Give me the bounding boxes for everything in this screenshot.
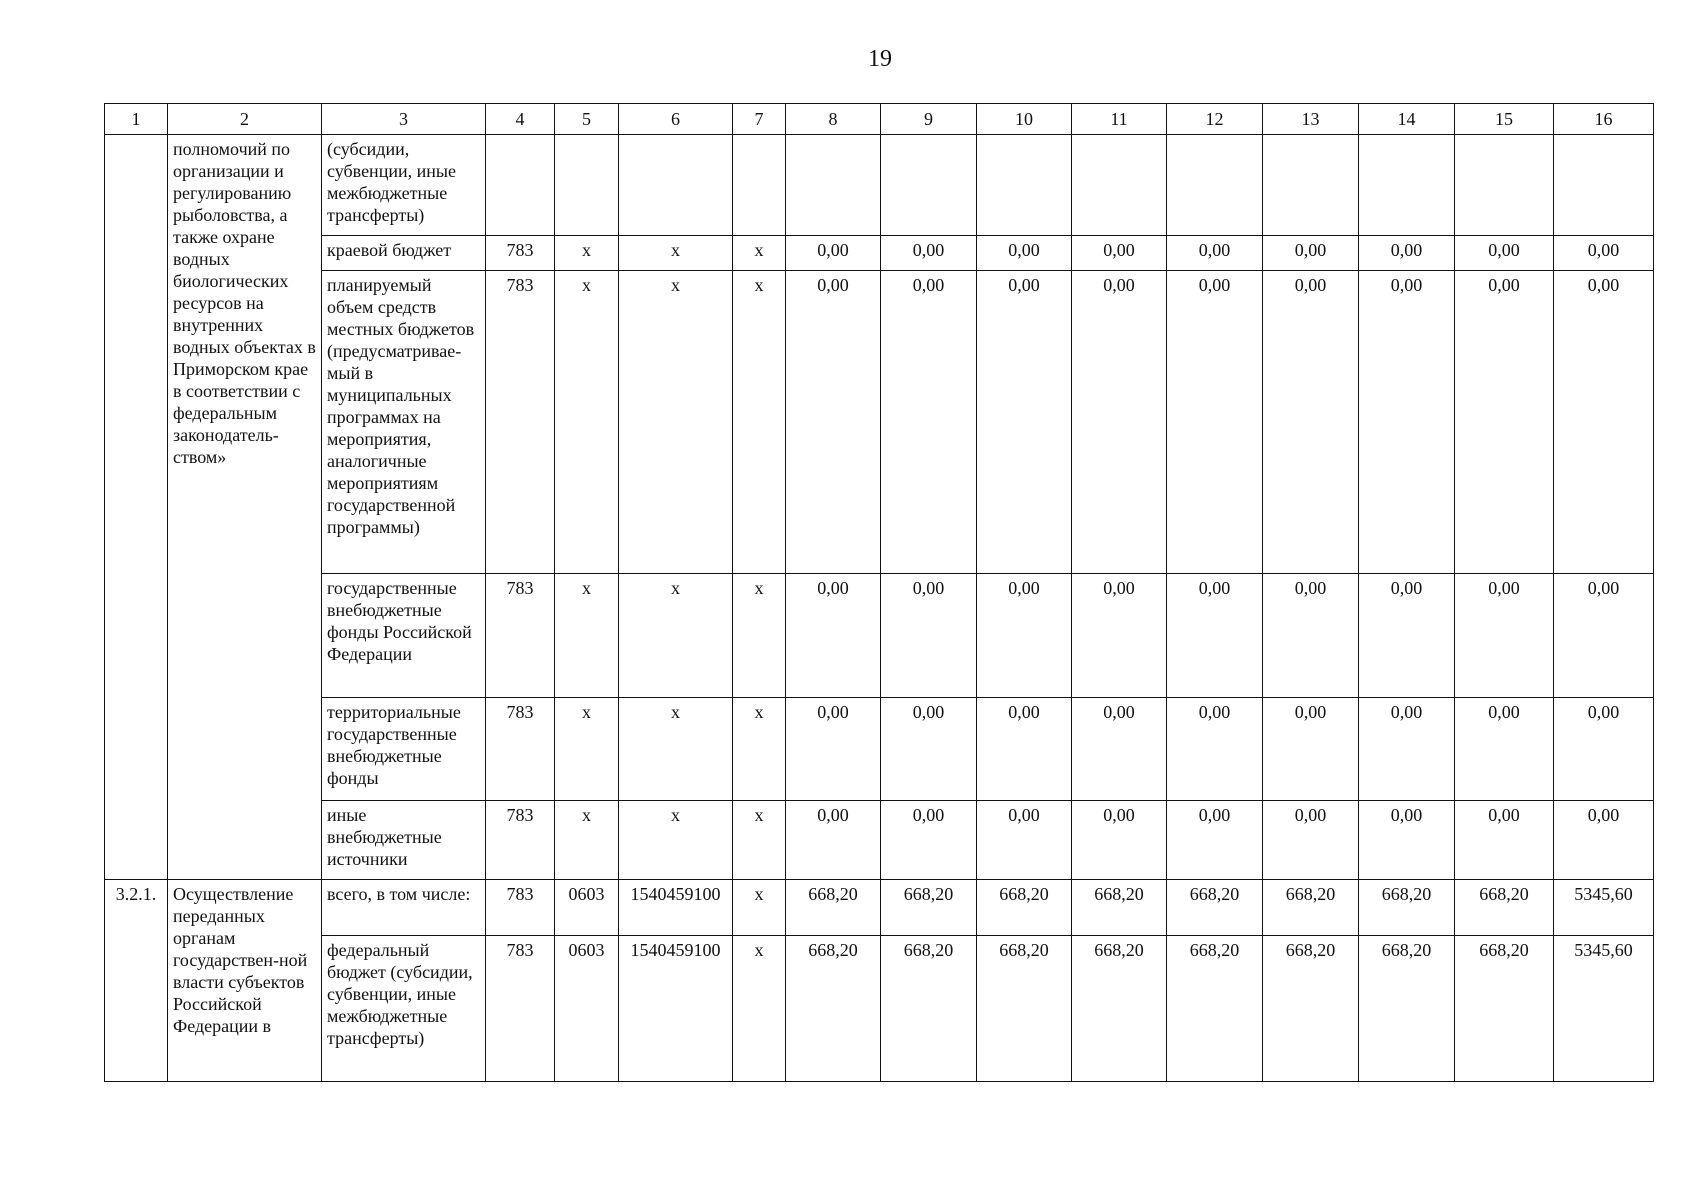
item-number — [105, 135, 168, 880]
amount-cell: 0,00 — [1167, 271, 1263, 574]
column-header: 12 — [1167, 104, 1263, 135]
amount-cell: 668,20 — [1455, 936, 1554, 1082]
page-number: 19 — [868, 46, 892, 72]
amount-cell: 0,00 — [977, 271, 1072, 574]
section-code — [555, 135, 619, 236]
expense-type-code: х — [733, 574, 786, 698]
expense-type-code: х — [733, 698, 786, 801]
amount-cell: 0,00 — [1359, 271, 1455, 574]
amount-cell: 0,00 — [786, 271, 881, 574]
amount-cell: 0,00 — [1554, 801, 1654, 880]
amount-cell: 0,00 — [786, 236, 881, 271]
admin-code: 783 — [486, 574, 555, 698]
amount-cell: 0,00 — [881, 801, 977, 880]
target-article-code: х — [619, 271, 733, 574]
amount-cell — [881, 135, 977, 236]
expense-type-code: х — [733, 236, 786, 271]
amount-cell: 0,00 — [977, 801, 1072, 880]
amount-cell: 0,00 — [1072, 271, 1167, 574]
target-article-code: х — [619, 801, 733, 880]
column-header: 16 — [1554, 104, 1654, 135]
admin-code: 783 — [486, 271, 555, 574]
amount-cell: 0,00 — [881, 236, 977, 271]
section-code: 0603 — [555, 880, 619, 936]
amount-cell: 0,00 — [1167, 801, 1263, 880]
amount-cell: 668,20 — [881, 880, 977, 936]
admin-code: 783 — [486, 936, 555, 1082]
amount-cell: 0,00 — [1554, 574, 1654, 698]
amount-cell — [1359, 135, 1455, 236]
target-article-code: х — [619, 698, 733, 801]
column-header: 3 — [322, 104, 486, 135]
amount-cell: 0,00 — [1072, 574, 1167, 698]
column-header: 14 — [1359, 104, 1455, 135]
amount-cell — [977, 135, 1072, 236]
amount-cell: 668,20 — [1263, 936, 1359, 1082]
amount-cell: 0,00 — [1455, 574, 1554, 698]
target-article-code: 1540459100 — [619, 880, 733, 936]
funding-source: федеральный бюджет (субсидии, субвенции, иные межбюджетные трансферты) — [322, 936, 486, 1082]
amount-cell: 668,20 — [1359, 936, 1455, 1082]
section-code: х — [555, 236, 619, 271]
amount-cell: 668,20 — [786, 936, 881, 1082]
amount-cell: 0,00 — [1167, 236, 1263, 271]
expense-type-code: х — [733, 801, 786, 880]
column-header: 11 — [1072, 104, 1167, 135]
expense-type-code — [733, 135, 786, 236]
table-row — [105, 271, 1654, 574]
section-code: х — [555, 574, 619, 698]
amount-cell: 668,20 — [786, 880, 881, 936]
section-code: 0603 — [555, 936, 619, 1082]
amount-cell: 0,00 — [1167, 698, 1263, 801]
funding-source: (субсидии, субвенции, иные межбюджетные трансферты) — [322, 135, 486, 236]
amount-cell: 5345,60 — [1554, 880, 1654, 936]
amount-cell: 668,20 — [1167, 936, 1263, 1082]
target-article-code: х — [619, 574, 733, 698]
amount-cell: 668,20 — [1455, 880, 1554, 936]
table-row — [105, 936, 1654, 1082]
admin-code — [486, 135, 555, 236]
amount-cell: 668,20 — [1072, 880, 1167, 936]
amount-cell: 0,00 — [1455, 236, 1554, 271]
table-row — [105, 801, 1654, 880]
column-number-row — [105, 104, 1654, 135]
amount-cell — [1455, 135, 1554, 236]
funding-source: краевой бюджет — [322, 236, 486, 271]
amount-cell: 0,00 — [1263, 801, 1359, 880]
amount-cell: 668,20 — [1359, 880, 1455, 936]
amount-cell: 0,00 — [1554, 236, 1654, 271]
amount-cell: 0,00 — [977, 698, 1072, 801]
amount-cell: 0,00 — [1359, 574, 1455, 698]
target-article-code — [619, 135, 733, 236]
amount-cell: 0,00 — [1263, 236, 1359, 271]
column-header: 9 — [881, 104, 977, 135]
amount-cell: 0,00 — [977, 236, 1072, 271]
funding-source: всего, в том числе: — [322, 880, 486, 936]
amount-cell: 0,00 — [881, 574, 977, 698]
budget-table — [104, 103, 1654, 1082]
column-header: 15 — [1455, 104, 1554, 135]
table-row — [105, 135, 1654, 236]
amount-cell — [1554, 135, 1654, 236]
amount-cell: 0,00 — [1359, 236, 1455, 271]
target-article-code: х — [619, 236, 733, 271]
amount-cell: 0,00 — [1263, 271, 1359, 574]
amount-cell: 668,20 — [977, 880, 1072, 936]
amount-cell: 0,00 — [1072, 698, 1167, 801]
column-header: 7 — [733, 104, 786, 135]
expense-type-code: х — [733, 271, 786, 574]
amount-cell — [1263, 135, 1359, 236]
amount-cell: 0,00 — [786, 801, 881, 880]
amount-cell: 0,00 — [881, 698, 977, 801]
column-header: 2 — [168, 104, 322, 135]
section-code: х — [555, 801, 619, 880]
admin-code: 783 — [486, 801, 555, 880]
item-description: Осуществление переданных органам государствен-ной власти субъектов Российской Федерации в — [168, 880, 322, 1082]
amount-cell: 0,00 — [786, 574, 881, 698]
column-header: 5 — [555, 104, 619, 135]
funding-source: государственные внебюджетные фонды Российской Федерации — [322, 574, 486, 698]
amount-cell — [786, 135, 881, 236]
amount-cell: 0,00 — [881, 271, 977, 574]
amount-cell: 0,00 — [1072, 236, 1167, 271]
admin-code: 783 — [486, 880, 555, 936]
amount-cell: 0,00 — [1167, 574, 1263, 698]
amount-cell: 668,20 — [1167, 880, 1263, 936]
amount-cell: 0,00 — [1359, 698, 1455, 801]
amount-cell: 0,00 — [1554, 698, 1654, 801]
funding-source: иные внебюджетные источники — [322, 801, 486, 880]
table-row — [105, 574, 1654, 698]
amount-cell: 0,00 — [1263, 698, 1359, 801]
amount-cell: 0,00 — [977, 574, 1072, 698]
amount-cell: 0,00 — [1263, 574, 1359, 698]
column-header: 6 — [619, 104, 733, 135]
table-row — [105, 236, 1654, 271]
amount-cell: 668,20 — [1072, 936, 1167, 1082]
table-row — [105, 698, 1654, 801]
amount-cell: 0,00 — [1072, 801, 1167, 880]
column-header: 1 — [105, 104, 168, 135]
amount-cell: 0,00 — [1455, 271, 1554, 574]
amount-cell — [1072, 135, 1167, 236]
table-row — [105, 880, 1654, 936]
item-description: полномочий по организации и регулированию рыболовства, а также охране водных биологических ресурсов на внутренних водных объектах в Приморском крае в соответствии с федеральным законодатель-ством» — [168, 135, 322, 880]
amount-cell — [1167, 135, 1263, 236]
funding-source: территориальные государственные внебюджетные фонды — [322, 698, 486, 801]
expense-type-code: х — [733, 880, 786, 936]
amount-cell: 668,20 — [881, 936, 977, 1082]
column-header: 4 — [486, 104, 555, 135]
column-header: 8 — [786, 104, 881, 135]
funding-source: планируемый объем средств местных бюджетов (предусматривае-мый в муниципальных программах на мероприятия, аналогичные мероприятиям государственной программы) — [322, 271, 486, 574]
target-article-code: 1540459100 — [619, 936, 733, 1082]
amount-cell: 668,20 — [977, 936, 1072, 1082]
admin-code: 783 — [486, 236, 555, 271]
amount-cell: 0,00 — [1455, 801, 1554, 880]
amount-cell: 668,20 — [1263, 880, 1359, 936]
amount-cell: 0,00 — [1455, 698, 1554, 801]
section-code: х — [555, 271, 619, 574]
amount-cell: 0,00 — [786, 698, 881, 801]
amount-cell: 0,00 — [1359, 801, 1455, 880]
column-header: 13 — [1263, 104, 1359, 135]
expense-type-code: х — [733, 936, 786, 1082]
item-number: 3.2.1. — [105, 880, 168, 1082]
amount-cell: 0,00 — [1554, 271, 1654, 574]
section-code: х — [555, 698, 619, 801]
admin-code: 783 — [486, 698, 555, 801]
column-header: 10 — [977, 104, 1072, 135]
amount-cell: 5345,60 — [1554, 936, 1654, 1082]
